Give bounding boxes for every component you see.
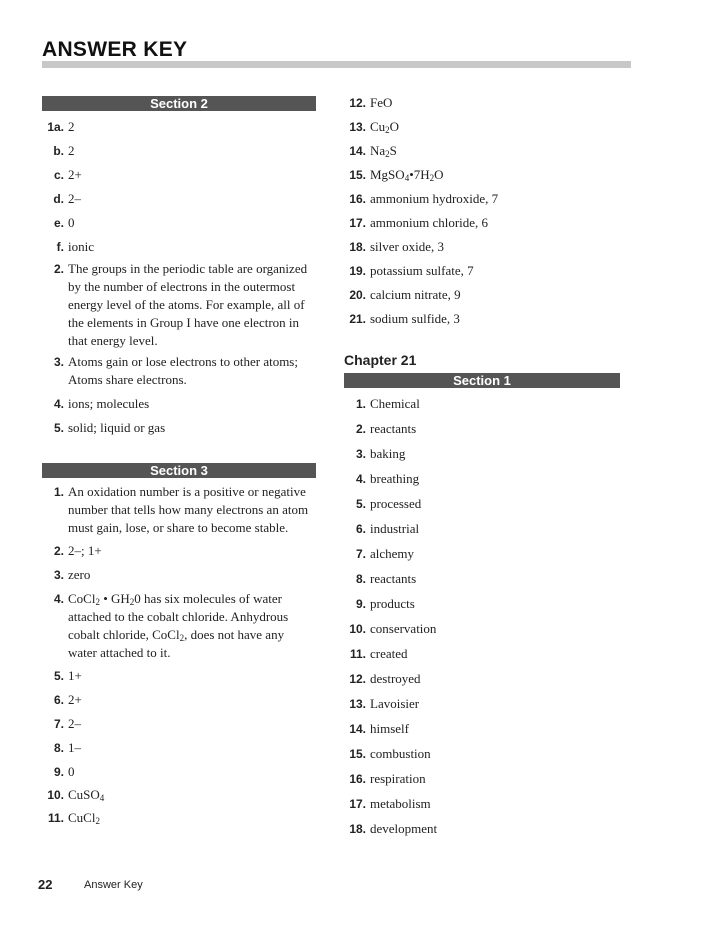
answer-item: 17. metabolism <box>349 796 431 811</box>
answer-item: 1. An oxidation number is a positive or negative number that tells how many electrons an atom must gain, lose, or share to become stable. <box>53 484 309 535</box>
section-2-heading: Section 2 <box>42 96 316 111</box>
answer-item: 12. destroyed <box>349 671 421 686</box>
answer-item: 9. 0 <box>53 764 75 779</box>
left-column <box>42 96 316 827</box>
answer-item: 13. $Cu_2O$ <box>349 119 400 135</box>
answer-item: 4. breathing <box>355 471 420 486</box>
section-1-list <box>344 395 620 838</box>
answer-item: b. 2 <box>53 143 75 158</box>
answer-item: 1a. 2 <box>47 119 75 134</box>
answer-item: 4. CoCl$_2$ • $GH_20$ has six molecules of water attached to the cobalt chloride. Anhydrous cobalt chloride, CoCl$_2$, does not have any water attached to it. <box>53 591 289 660</box>
answer-item: 6. industrial <box>355 521 420 536</box>
page-number: 22 <box>38 877 53 892</box>
answer-item: 5. 1+ <box>53 668 82 683</box>
answer-item: 14. $Na_2S$ <box>349 143 397 159</box>
answer-item: 7. 2– <box>53 716 81 731</box>
section-3-list <box>42 483 316 827</box>
answer-item: 10. CuSO$_4$ <box>47 787 105 803</box>
right-column <box>344 94 620 838</box>
answer-item: 8. reactants <box>355 571 417 586</box>
answer-item: 5. processed <box>355 496 422 511</box>
answer-item: 13. Lavoisier <box>349 696 420 711</box>
answer-item: 2. reactants <box>355 421 417 436</box>
answer-item: 15. $MgSO_4•7H_2O$ <box>349 167 444 183</box>
answer-item: 4. ions; molecules <box>53 396 150 411</box>
section-3-heading: Section 3 <box>42 463 316 478</box>
answer-item: e. 0 <box>53 215 75 230</box>
title-rule <box>42 61 631 68</box>
answer-item: 17. ammonium chloride, 6 <box>349 215 489 230</box>
compound-list <box>344 94 620 328</box>
section-1-heading: Section 1 <box>344 373 620 388</box>
answer-item: 3. Atoms gain or lose electrons to other atoms; Atoms share electrons. <box>53 354 298 387</box>
footer-label: Answer Key <box>84 879 143 891</box>
answer-item: 2. The groups in the periodic table are organized by the number of electrons in the outermost energy level of the atoms. For example, all of the elements in Group I have one electron in that energy level. <box>53 261 308 348</box>
answer-item: 2. 2–; 1+ <box>53 543 102 558</box>
answer-item: 8. 1– <box>53 740 81 755</box>
answer-item: 5. solid; liquid or gas <box>53 420 166 435</box>
answer-item: 6. 2+ <box>53 692 82 707</box>
answer-item: 9. products <box>355 596 415 611</box>
answer-item: 3. baking <box>355 446 406 461</box>
answer-item: d. 2– <box>53 191 81 206</box>
answer-item: 11. created <box>349 646 408 661</box>
answer-item: 19. potassium sulfate, 7 <box>349 263 474 278</box>
page-title: ANSWER KEY <box>42 38 188 61</box>
answer-item: 3. zero <box>53 567 91 582</box>
answer-item: 16. respiration <box>349 771 426 786</box>
answer-item: f. ionic <box>56 239 94 254</box>
answer-item: 10. conservation <box>349 621 437 636</box>
answer-item: 14. himself <box>349 721 409 736</box>
answer-item: 18. development <box>349 821 438 836</box>
answer-item: 18. silver oxide, 3 <box>349 239 445 254</box>
answer-item: 20. calcium nitrate, 9 <box>349 287 461 302</box>
answer-item: 11. CuCl$_2$ <box>47 810 100 826</box>
answer-item: 12. FeO <box>349 95 393 110</box>
answer-item: c. 2+ <box>53 167 82 182</box>
answer-item: 7. alchemy <box>355 546 415 561</box>
answer-item: 16. ammonium hydroxide, 7 <box>349 191 499 206</box>
answer-item: 21. sodium sulfide, 3 <box>349 311 460 326</box>
section-2-list <box>42 118 316 437</box>
answer-item: 1. Chemical <box>355 396 420 411</box>
answer-item: 15. combustion <box>349 746 431 761</box>
chapter-heading: Chapter 21 <box>344 352 417 368</box>
